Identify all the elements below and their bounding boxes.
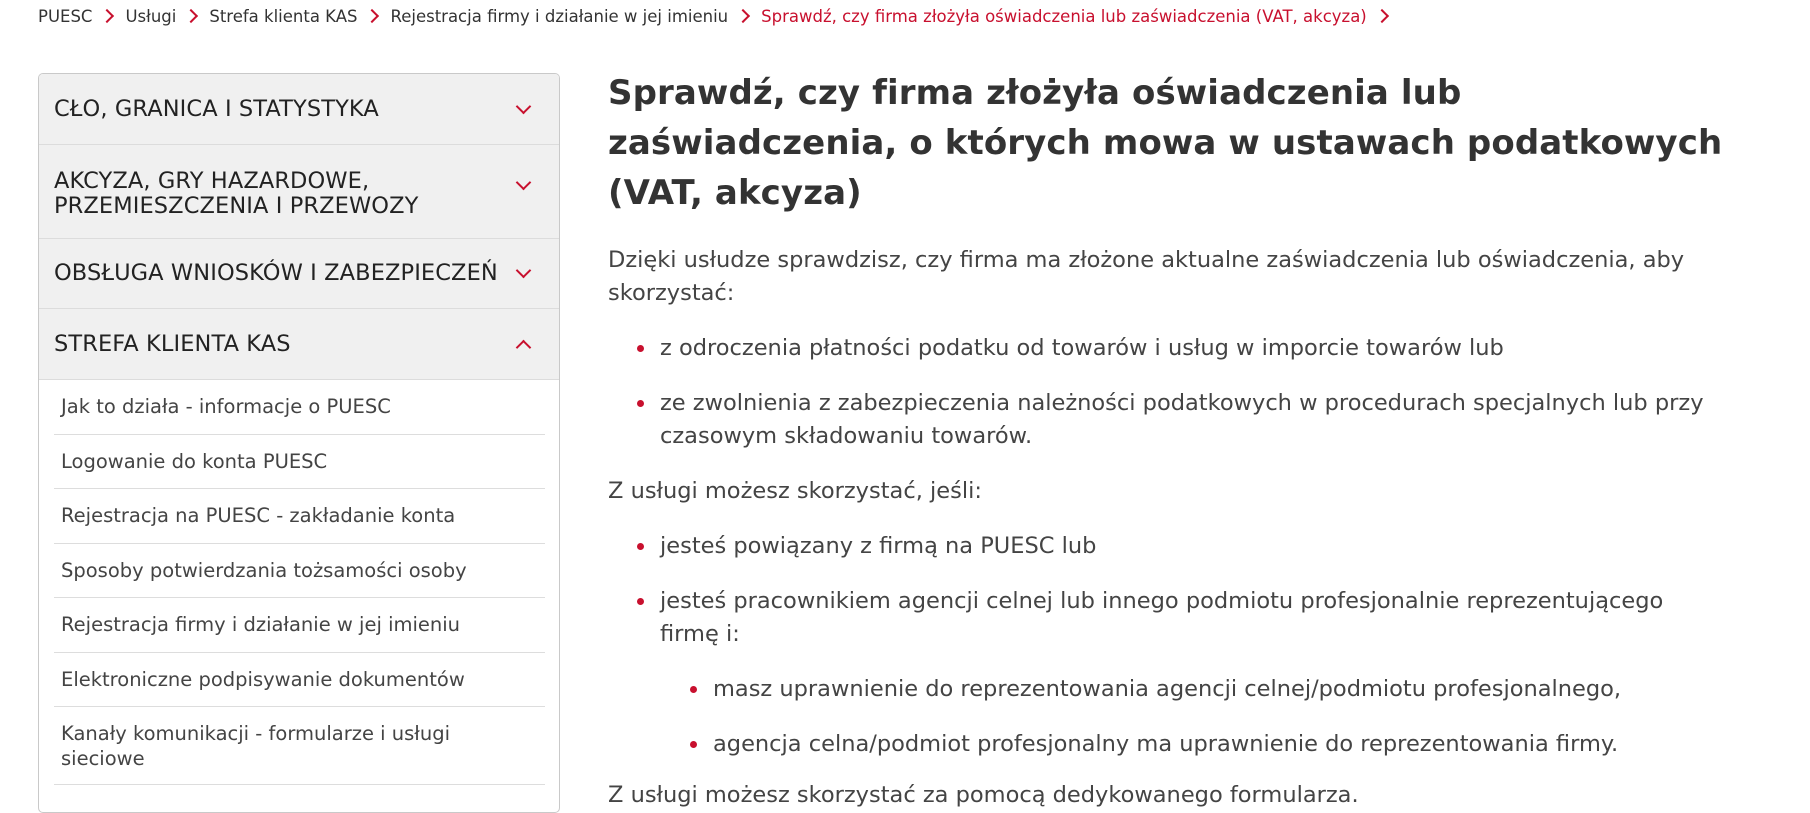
list-item: ze zwolnienia z zabezpieczenia należności podatkowych w procedurach specjalnych lub przy czasowym składowaniu towarów. xyxy=(608,387,1728,453)
form-note: Z usługi możesz skorzystać za pomocą dedykowanego formularza. xyxy=(608,782,1359,808)
submenu-item-label-line2: sieciowe xyxy=(61,747,145,770)
chevron-down-icon xyxy=(516,98,532,114)
accordion-label: OBSŁUGA WNIOSKÓW I ZABEZPIECZEŃ xyxy=(54,260,498,286)
chevron-right-icon xyxy=(184,9,198,23)
breadcrumb-link-rejestracja-firmy[interactable]: Rejestracja firmy i działanie w jej imieniu xyxy=(390,6,729,26)
list-item: jesteś powiązany z firmą na PUESC lub xyxy=(608,530,1728,563)
accordion-label: CŁO, GRANICA I STATYSTYKA xyxy=(54,95,379,122)
submenu-item-kanaly-komunikacji[interactable] xyxy=(54,707,545,785)
benefits-list xyxy=(608,332,1728,453)
submenu-item-podpisywanie[interactable]: Elektroniczne podpisywanie dokumentów xyxy=(54,653,545,708)
accordion-akcyza[interactable] xyxy=(39,145,559,239)
breadcrumb xyxy=(38,4,1400,28)
breadcrumb-link-strefa-klienta[interactable]: Strefa klienta KAS xyxy=(209,6,358,26)
accordion-label: STREFA KLIENTA KAS xyxy=(54,330,291,357)
submenu-item-rejestracja-puesc[interactable]: Rejestracja na PUESC - zakładanie konta xyxy=(54,489,545,544)
submenu-item-label xyxy=(61,721,450,771)
submenu-item-jak-to-dziala[interactable]: Jak to działa - informacje o PUESC xyxy=(54,380,545,435)
chevron-right-icon xyxy=(1375,9,1389,23)
chevron-right-icon xyxy=(100,9,114,23)
accordion-strefa-klienta[interactable] xyxy=(39,309,559,380)
sidebar-nav xyxy=(38,73,560,813)
accordion-label-line1: AKCYZA, GRY HAZARDOWE, xyxy=(54,168,370,194)
breadcrumb-link-puesc[interactable]: PUESC xyxy=(38,6,93,26)
submenu-list xyxy=(39,380,559,785)
list-item: z odroczenia płatności podatku od towarów i usług w imporcie towarów lub xyxy=(608,332,1728,365)
nested-conditions-list xyxy=(608,673,1728,761)
accordion-obsluga-wnioskow[interactable] xyxy=(39,239,559,309)
main-content xyxy=(608,68,1728,812)
submenu-item-logowanie[interactable]: Logowanie do konta PUESC xyxy=(54,435,545,490)
chevron-down-icon xyxy=(516,263,532,279)
accordion-clo-granica[interactable] xyxy=(39,74,559,145)
conditions-list xyxy=(608,530,1728,651)
chevron-right-icon xyxy=(736,9,750,23)
conditions-intro: Z usługi możesz skorzystać, jeśli: xyxy=(608,478,982,504)
accordion-label-line2: PRZEMIESZCZENIA I PRZEWOZY xyxy=(54,193,419,219)
submenu-item-label-line1: Kanały komunikacji - formularze i usługi xyxy=(61,722,451,745)
chevron-up-icon xyxy=(516,339,532,355)
list-item: masz uprawnienie do reprezentowania agencji celnej/podmiotu profesjonalnego, xyxy=(608,673,1728,706)
submenu-item-rejestracja-firmy[interactable]: Rejestracja firmy i działanie w jej imieniu xyxy=(54,598,545,653)
breadcrumb-current: Sprawdź, czy firma złożyła oświadczenia lub zaświadczenia (VAT, akcyza) xyxy=(761,6,1367,26)
chevron-down-icon xyxy=(516,175,532,191)
list-item: agencja celna/podmiot profesjonalny ma uprawnienie do reprezentowania firmy. xyxy=(608,728,1728,761)
accordion-label xyxy=(54,169,418,219)
list-item: jesteś pracownikiem agencji celnej lub innego podmiotu profesjonalnie reprezentującego firmę i: xyxy=(608,585,1728,651)
submenu-item-potwierdzanie-tozsamosci[interactable]: Sposoby potwierdzania tożsamości osoby xyxy=(54,544,545,599)
chevron-right-icon xyxy=(365,9,379,23)
page-title: Sprawdź, czy firma złożyła oświadczenia lub zaświadczenia, o których mowa w ustawach podatkowych (VAT, akcyza) xyxy=(608,73,1723,213)
intro-paragraph: Dzięki usłudze sprawdzisz, czy firma ma złożone aktualne zaświadczenia lub oświadczenia, aby skorzystać: xyxy=(608,247,1685,306)
breadcrumb-link-uslugi[interactable]: Usługi xyxy=(125,6,177,26)
